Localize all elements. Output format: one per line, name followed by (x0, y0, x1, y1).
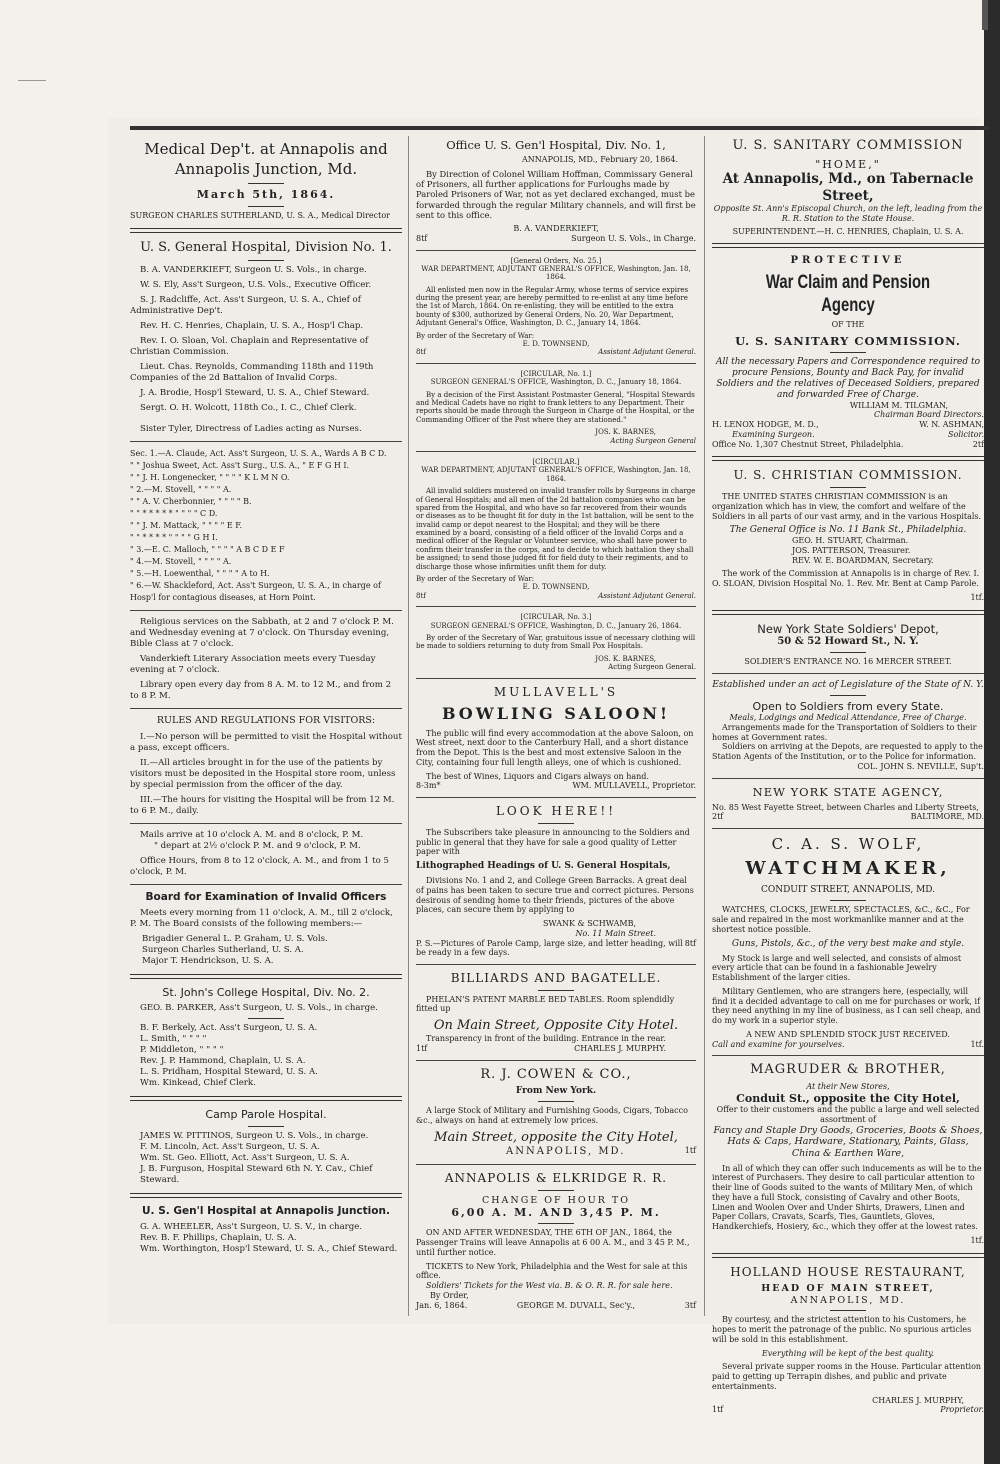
mullavell-sig: WM. MULLAVELL, Proprietor. (572, 781, 696, 791)
aj-staff-1: Rev. B. F. Phillips, Chaplain, U. S. A. (140, 1232, 297, 1243)
c3-sig-1: JOS. K. BARNES, (595, 654, 656, 663)
aj-title: U. S. Gen'l Hospital at Annapolis Junction. (142, 1205, 390, 1218)
look-sub: Lithographed Headings of U. S. General Hospitals, (416, 861, 671, 872)
go-sig-2: Assistant Adjutant General. (598, 348, 696, 357)
billiards-sig: CHARLES J. MURPHY. (574, 1043, 666, 1053)
usc-supt: SUPERINTENDENT.—H. C. HENRIES, Chaplain, U. S. A. (732, 226, 964, 236)
sj-title: St. John's College Hospital, Div. No. 2. (162, 986, 370, 1000)
divider (130, 974, 402, 979)
usc-home: "HOME," (815, 157, 881, 171)
magruder-goods: Fancy and Staple Dry Goods, Groceries, Boots & Shoes, Hats & Caps, Hardware, Stationary, Paints, Glass, China & Earthen Ware, (713, 1124, 983, 1159)
sj-staff-0: GEO. B. PARKER, Ass't Surgeon, U. S. Vols., in charge. (140, 1003, 378, 1014)
mullavell-sub: BOWLING SALOON! (441, 704, 671, 724)
c2-text: All invalid soldiers mustered on invalid transfer rolls by Surgeons in charge of General Hospitals; and all men of the 2d battalion companies who can be spared from the Hospital, and who have so far recovered from their wounds or diseases as to be thought fit for duty in the 1st battalion, will be sent to the invalid camp or depot nearest to the Hospital; and they will be there examined by a board, consisting of a field officer of the Invalid Corps and a medical officer of the Regular or Volunteer service, who shall have power to confirm their transfer in the corps, and to decide to which battalion they shall be assigned; to send those judged fit for field duty to their regiments, and to discharge those whose infirmities unfit them for duty. (416, 487, 696, 571)
wolf-addr: CONDUIT STREET, ANNAPOLIS, MD. (760, 885, 936, 896)
nys-entrance: SOLDIER'S ENTRANCE NO. 16 MERCER STREET. (744, 656, 952, 666)
divider (416, 606, 696, 607)
sj-staff-2: L. Smith, " " " " (140, 1034, 207, 1045)
wolf-sub: WATCHMAKER, (745, 858, 951, 880)
usc-loc: At Annapolis, Md., on Tabernacle Street, (722, 171, 974, 204)
magruder-title: MAGRUDER & BROTHER, (750, 1062, 946, 1078)
rule-3: III.—The hours for visiting the Hospital will be from 12 M. to 6 P. M., daily. (130, 794, 395, 816)
look-title: LOOK HERE!! (495, 804, 617, 819)
look-sig: SWANK & SCHWAMB, (542, 919, 636, 929)
railroad-text-2: TICKETS to New York, Philadelphia and the West for sale at this office. (416, 1261, 688, 1281)
divider (712, 1055, 984, 1056)
nya-title: NEW YORK STATE AGENCY, (752, 784, 944, 799)
look-text: The Subscribers take pleasure in announcing to the Soldiers and public in general that they have for sale a good quality of Letter paper with (416, 827, 690, 857)
divider (130, 823, 402, 824)
railroad-text-3: Soldiers' Tickets for the West via. B. & O. R. R. for sale here. (426, 1281, 673, 1291)
wolf-guns: Guns, Pistols, &c., of the very best make and style. (731, 938, 965, 949)
nys-established: Established under an act of Legislature of the State of N. Y. (712, 679, 984, 690)
ward-3: " 2.—M. Stovell, " " " " A. (130, 485, 232, 495)
scan-edge-right (984, 0, 1000, 1464)
railroad-sig-1: By Order, (430, 1290, 469, 1300)
holland-sig: CHARLES J. MURPHY, (872, 1395, 964, 1405)
nya-city: BALTIMORE, MD. (910, 812, 984, 822)
mails-depart: " depart at 2½ o'clock P. M. and 9 o'clock, P. M. (154, 840, 361, 851)
mullavell-text-2: The best of Wines, Liquors and Cigars always on hand. (426, 771, 649, 781)
divider (248, 183, 284, 184)
divider (130, 1096, 402, 1101)
billiards-text: PHELAN'S PATENT MARBLE BED TABLES. Room splendidly fitted up (416, 994, 675, 1014)
divider (416, 678, 696, 679)
war-chair-1: WILLIAM M. TILGMAN, (849, 400, 948, 410)
cp-staff-1: F. M. Lincoln, Act. Ass't Surgeon, U. S. A. (140, 1142, 320, 1153)
rules-title: RULES AND REGULATIONS FOR VISITORS: (156, 715, 376, 727)
cowen-loc-2: ANNAPOLIS, MD. (506, 1145, 626, 1157)
ward-9: " 4.—M. Stovell, " " " " A. (130, 557, 232, 567)
holland-title: HOLLAND HOUSE RESTAURANT, (730, 1264, 966, 1279)
ucc-title: U. S. CHRISTIAN COMMISSION. (733, 468, 963, 483)
gh1-title: U. S. General Hospital, Division No. 1. (140, 239, 392, 255)
c1-sig-1: JOS. K. BARNES, (595, 428, 656, 437)
railroad-date: Jan. 6, 1864. (416, 1300, 468, 1310)
c1-sig-2: Acting Surgeon General (610, 436, 696, 445)
nys-sig: COL. JOHN S. NEVILLE, Sup't. (857, 761, 984, 771)
divider (416, 1060, 696, 1061)
c2-order: By order of the Secretary of War: (416, 575, 535, 584)
c1-title: [CIRCULAR, No. 1.] (520, 369, 592, 378)
medical-dept-title: Medical Dep't. at Annapolis and Annapolis Junction, Md. (144, 140, 388, 178)
column-3 (712, 136, 984, 1415)
divider (248, 206, 284, 207)
cowen-sub: From New York. (515, 1086, 597, 1097)
railroad-title: ANNAPOLIS & ELKRIDGE R. R. (444, 1170, 668, 1185)
ucc-text-2: The work of the Commission at Annapolis is in charge of Rev. I. O. SLOAN, Division Hospital No. 1. Rev. Mr. Bent at Camp Parole. (712, 569, 980, 589)
billiards-text-2: Transparency in front of the building. Entrance in the rear. (426, 1034, 666, 1043)
board-member-2: Major T. Hendrickson, U. S. A. (142, 956, 274, 967)
divider (130, 228, 402, 233)
divider (130, 1193, 402, 1198)
mails-arrive: Mails arrive at 10 o'clock A. M. and 8 o'clock, P. M. (140, 829, 364, 840)
holland-city: ANNAPOLIS, MD. (790, 1294, 906, 1306)
column-rule-2 (704, 136, 705, 1316)
nya-code: 2tf (712, 812, 724, 822)
top-rule (130, 126, 990, 130)
nys-meals: Meals, Lodgings and Medical Attendance, Free of Charge. (729, 713, 967, 723)
go-title: [General Orders, No. 25.] (510, 256, 602, 265)
ucc-code: 1tf. (970, 592, 984, 602)
divider (130, 610, 402, 611)
wolf-code: 1tf. (970, 1039, 984, 1049)
divider (830, 900, 866, 901)
divider (248, 1126, 284, 1127)
magruder-offer: Offer to their customers and the public a large and well selected assortment of (716, 1105, 980, 1125)
protective: PROTECTIVE (790, 255, 906, 267)
wolf-text: WATCHES, CLOCKS, JEWELRY, SPECTACLES, &C., &C., For sale and repaired in the most workmanlike manner and at the shortest notice possible. (712, 905, 970, 934)
holland-sub: HEAD OF MAIN STREET, (761, 1283, 935, 1295)
holland-text-2: Several private supper rooms in the House. Particular attention paid to getting up Terrapin dishes, and public and private entertainments. (712, 1362, 982, 1391)
scan-edge-mark (982, 0, 988, 30)
religious-services: Religious services on the Sabbath, at 2 and 7 o'clock P. M. and Wednesday evening at 7 o'clock. On Thursday evening, Bible Class at 7 o'clock. (130, 617, 394, 650)
divider (130, 708, 402, 709)
holland-prop: Proprietor. (940, 1405, 984, 1415)
holland-every: Everything will be kept of the best quality. (761, 1348, 935, 1358)
mullavell-code: 8-3m* (416, 781, 441, 791)
gh1-staff-2: S. J. Radcliffe, Act. Ass't Surgeon, U. S. A., Chief of Administrative Dep't. (130, 295, 361, 317)
aj-staff-0: G. A. WHEELER, Ass't Surgeon, U. S. V., in charge. (140, 1221, 363, 1232)
war-text: All the necessary Papers and Correspondence required to procure Pensions, Bounty and Back Pay, for invalid Soldiers and the relatives of Deceased Soldiers, prepared and forwarded Free of Charge. (715, 356, 981, 400)
divider (416, 250, 696, 251)
nys-addr: 50 & 52 Howard St., N. Y. (777, 635, 919, 647)
war-hodge-2: Examining Surgeon. (732, 429, 815, 439)
divider (712, 243, 984, 248)
war-chair-2: Chairman Board Directors. (874, 410, 984, 420)
cowen-loc-1: Main Street, opposite the City Hotel, (434, 1129, 678, 1145)
c3-text: By order of the Secretary of War, gratuitous issue of necessary clothing will be made to soldiers returning to duty from Small Pox Hospitals. (416, 633, 696, 651)
magruder-code: 1tf. (970, 1235, 984, 1245)
column-rule-1 (408, 136, 409, 1316)
holland-text: By courtesy, and the strictest attention to his Customers, he hopes to merit the patronage of the public. No spurious articles will be sold in this establishment. (712, 1315, 972, 1344)
war-claim-title: War Claim and Pension Agency (765, 271, 931, 316)
office-code: 8tf (416, 233, 428, 243)
ward-1: " " Joshua Sweet, Act. Ass't Surg., U.S. A., " E F G H I. (130, 461, 350, 471)
ward-11: " 6.—W. Shackleford, Act. Ass't Surgeon, U. S. A., in charge of Hosp'l for contagious diseases, at Horn Point. (130, 581, 381, 603)
ward-10: " 5.—H. Loewenthal, " " " " A to H. (130, 569, 270, 579)
railroad-text: ON AND AFTER WEDNESDAY, THE 6TH OF JAN., 1864, the Passenger Trains will leave Annapolis at 6 00 A. M., and 3 45 P. M., until further notice. (416, 1228, 690, 1257)
ward-7: " " * * * * " " " " G H I. (130, 533, 218, 543)
wolf-text-3: Military Gentlemen, who are strangers here, (especially, will find it a decided advantage to call on me for purchases or work, if they need anything in my line of business, as I can sell cheap, and do my work in a superior style. (712, 986, 981, 1025)
c2-title: [CIRCULAR.] (532, 457, 580, 466)
sj-staff-3: P. Middleton, " " " " (140, 1045, 224, 1056)
board-title: Board for Examination of Invalid Officers (145, 890, 387, 903)
sj-staff-1: B. F. Berkely, Act. Ass't Surgeon, U. S. A. (140, 1023, 318, 1034)
board-member-0: Brigadier General L. P. Graham, U. S. Vols. (142, 934, 328, 945)
gh1-staff-0: B. A. VANDERKIEFT, Surgeon U. S. Vols., in charge. (140, 265, 367, 276)
war-office: Office No. 1,307 Chestnut Street, Philadelphia. (712, 439, 904, 449)
ucc-member-2: JOS. PATTERSON, Treasurer. (792, 545, 911, 555)
gh1-staff-7: Sergt. O. H. Wolcott, 118th Co., I. C., Chief Clerk. (140, 403, 357, 414)
look-code: 8tf (684, 938, 696, 948)
gh1-staff-8: Sister Tyler, Directress of Ladies acting as Nurses. (140, 424, 362, 435)
office-sig-1: B. A. VANDERKIEFT, (513, 224, 599, 234)
mullavell-title: MULLAVELL'S (493, 684, 619, 699)
board-member-1: Surgeon Charles Sutherland, U. S. A. (142, 945, 304, 956)
c2-sig-1: E. D. TOWNSEND, (522, 583, 590, 592)
office-sig-2: Surgeon U. S. Vols., in Charge. (571, 233, 696, 243)
divider (538, 823, 574, 824)
divider (712, 456, 984, 461)
office-title: Office U. S. Gen'l Hospital, Div. No. 1, (446, 138, 666, 152)
wolf-title: C. A. S. WOLF, (771, 835, 925, 854)
c3-head: SURGEON GENERAL'S OFFICE, Washington, D. C., January 26, 1864. (430, 621, 682, 630)
divider (416, 964, 696, 965)
cp-staff-0: JAMES W. PITTINOS, Surgeon U. S. Vols., in charge. (140, 1131, 369, 1142)
divider (538, 1190, 574, 1191)
divider (712, 828, 984, 829)
war-code: 2tf (972, 439, 984, 449)
c2-code: 8tf (416, 591, 426, 600)
board-text: Meets every morning from 11 o'clock, A. M., till 2 o'clock, P. M. The Board consists of the following members:— (130, 908, 393, 930)
gh1-staff-1: W. S. Ely, Ass't Surgeon, U.S. Vols., Executive Officer. (140, 280, 372, 291)
divider (248, 260, 284, 261)
wolf-call: Call and examine for yourselves. (712, 1039, 845, 1049)
gh1-staff-3: Rev. H. C. Henries, Chaplain, U. S. A., Hosp'l Chap. (140, 321, 364, 332)
railroad-code: 3tf (684, 1300, 696, 1310)
divider (538, 990, 574, 991)
railroad-sub-1: CHANGE OF HOUR TO (481, 1194, 631, 1206)
war-of: OF THE (831, 319, 865, 329)
divider (130, 884, 402, 885)
divider (712, 1253, 984, 1258)
divider (712, 673, 984, 674)
ward-4: " " A. V. Cherbonnier, " " " " B. (130, 497, 252, 507)
office-text: By Direction of Colonel William Hoffman, Commissary General of Prisoners, all further applications for Furloughs made by Paroled Prisoners of War, not as yet declared exchanged, must be forwarded through the regular Military channels, and will first be sent to this office. (416, 168, 696, 220)
medical-director: SURGEON CHARLES SUTHERLAND, U. S. A., Medical Director (130, 211, 390, 221)
divider (538, 1223, 574, 1224)
library-hours: Library open every day from 8 A. M. to 12 M., and from 2 to 8 P. M. (130, 680, 392, 702)
divider (416, 451, 696, 452)
sj-staff-4: Rev. J. P. Hammond, Chaplain, U. S. A. (140, 1056, 306, 1067)
look-ps: P. S.—Pictures of Parole Camp, large size, and letter heading, will be ready in a few days. (416, 938, 683, 958)
cp-staff-2: Wm. St. Geo. Elliott, Act. Ass't Surgeon, U. S. A. (140, 1153, 350, 1164)
railroad-sub-2: 6,00 A. M. AND 3,45 P. M. (451, 1206, 661, 1220)
c1-text: By a decision of the First Assistant Postmaster General, "Hospital Stewards and Medical Cadets have no right to frank letters to any Department. Their reports should be made through the Surgeon in Charge of the Hospital, or the Commanding Officer of the Post where they are stationed." (416, 390, 695, 424)
look-text-2: Divisions No. 1 and 2, and College Green Barracks. A great deal of pains has been taken to secure true and correct pictures. Persons desirous of sending home to their friends, pictures of the above places, can secure them by applying to (416, 876, 694, 915)
ucc-member-3: REV. W. E. BOARDMAN, Secretary. (792, 555, 934, 565)
sj-staff-6: Wm. Kinkead, Chief Clerk. (140, 1078, 256, 1089)
ward-2: " " J. H. Longenecker, " " " " K L M N O. (130, 473, 290, 483)
billiards-code: 1tf (416, 1043, 428, 1053)
ucc-member-1: GEO. H. STUART, Chairman. (792, 536, 909, 546)
nys-open: Open to Soldiers from every State. (752, 699, 944, 713)
aj-staff-2: Wm. Worthington, Hosp'l Steward, U. S. A., Chief Steward. (140, 1243, 398, 1254)
c3-sig-2: Acting Surgeon General. (608, 663, 696, 672)
gh1-staff-5: Lieut. Chas. Reynolds, Commanding 118th and 119th Companies of the 2d Battalion of Invalid Corps. (130, 362, 374, 384)
divider (416, 363, 696, 364)
war-ash-1: W. N. ASHMAN, (919, 420, 984, 430)
war-hodge-1: H. LENOX HODGE, M. D., (712, 420, 819, 430)
scan-mark-left (18, 80, 46, 81)
billiards-loc: On Main Street, Opposite City Hotel. (433, 1018, 679, 1034)
mullavell-text: The public will find every accommodation at the above Saloon, on West street, next door to the Canterbury Hall, and a short distance from the Depot. This is the best and most extensive Saloon in the City, containing four full length alleys, one of which is cushioned. (416, 728, 694, 767)
divider (248, 1018, 284, 1019)
holland-code: 1tf (712, 1405, 724, 1415)
ward-5: " " * * * * * " " " " C D. (130, 509, 218, 519)
usc-title: U. S. SANITARY COMMISSION (732, 138, 964, 153)
rule-2: II.—All articles brought in for the use of the patients by visitors must be deposited in the Hospital store room, unless by special permission from the officer of the day. (130, 757, 396, 790)
magruder-loc: Conduit St., opposite the City Hotel, (736, 1091, 960, 1105)
column-1 (130, 136, 402, 1255)
nya-text: No. 85 West Fayette Street, between Charles and Liberty Streets, (712, 802, 979, 812)
ucc-office: The General Office is No. 11 Bank St., Philadelphia. (729, 525, 967, 536)
gh1-staff-4: Rev. I. O. Sloan, Vol. Chaplain and Representative of Christian Commission. (130, 336, 369, 358)
divider (712, 778, 984, 779)
ucc-text: THE UNITED STATES CHRISTIAN COMMISSION is an organization which has in view, the comfort and welfare of the Soldiers in all parts of our vast army, and in the various Hospitals. (712, 492, 982, 521)
column-2 (416, 136, 696, 1310)
divider (830, 487, 866, 488)
c1-head: SURGEON GENERAL'S OFFICE, Washington, D. C., January 18, 1864. (430, 378, 682, 387)
cp-title: Camp Parole Hospital. (205, 1108, 327, 1122)
nys-title: New York State Soldiers' Depot, (757, 621, 939, 636)
divider (830, 352, 866, 353)
cowen-title: R. J. COWEN & CO., (480, 1066, 632, 1082)
divider (538, 1101, 574, 1102)
cowen-text: A large Stock of Military and Furnishing Goods, Cigars, Tobacco &c., always on hand at extremely low prices. (416, 1106, 688, 1126)
railroad-sig-2: GEORGE M. DUVALL, Sec'y., (516, 1300, 636, 1310)
nys-arrangements: Arrangements made for the Transportation of Soldiers to their homes at Government rates. (712, 722, 977, 742)
wolf-text-2: My Stock is large and well selected, and consists of almost every article that can be found in a fashionable Jewelry Establishment of the larger cities. (712, 953, 962, 982)
ward-8: " 3.—E. C. Malloch, " " " " A B C D E F (130, 545, 285, 555)
divider (416, 1164, 696, 1165)
gh1-staff-6: J. A. Brodie, Hosp'l Steward, U. S. A., Chief Steward. (140, 388, 370, 399)
go-sig-1: E. D. TOWNSEND, (522, 340, 590, 349)
magruder-sub: At their New Stores, (806, 1082, 890, 1092)
go-order: By order of the Secretary of War: (416, 331, 535, 340)
office-hours: Office Hours, from 8 to 12 o'clock, A. M., and from 1 to 5 o'clock, P. M. (130, 855, 389, 877)
go-text: All enlisted men now in the Regular Army, whose terms of service expires during the present year, are hereby permitted to re-enlist at any time before the 1st of March, 1864. On re-enlisting, they will be entitled to the extra bounty of $300, authorized by General Orders, No. 20, War Department, Adjutant General's Office, Washington, D. C., January 14, 1864. (416, 285, 689, 328)
c2-sig-2: Assistant Adjutant General. (598, 591, 696, 600)
divider (830, 652, 866, 653)
magruder-text: In all of which they can offer such inducements as will be to the interest of Purchasers. They desire to call particular attention to their line of Goods suited to the wants of Military Men, of which they have a full Stock, consisting of Cavalry and other Boots, Linen and Woolen Over and Under Shirts, Drawers, Linen and Paper Collars, Cravats, Scarfs, Ties, Gauntlets, Gloves, Handkerchiefs, Hosiery, &c., which they offer at the lowest rates. (712, 1163, 982, 1231)
cp-staff-3: J. B. Furguson, Hospital Steward 6th N. Y. Cav., Chief Steward. (140, 1164, 373, 1186)
office-date: ANNAPOLIS, MD., February 20, 1864. (522, 155, 678, 165)
war-usc: U. S. SANITARY COMMISSION. (735, 333, 961, 348)
go-head: WAR DEPARTMENT, ADJUTANT GENERAL'S OFFICE, Washington, Jan. 18, 1864. (421, 264, 691, 282)
c3-title: [CIRCULAR, No. 3.] (520, 613, 592, 622)
ward-0: Sec. 1.—A. Claude, Act. Ass't Surgeon, U. S. A., Wards A B C D. (130, 449, 387, 459)
divider (830, 1310, 866, 1311)
divider (130, 441, 402, 442)
issue-date: March 5th, 1864. (196, 188, 336, 201)
rule-1: I.—No person will be permitted to visit the Hospital without a pass, except officers. (130, 731, 402, 753)
ward-6: " " J. M. Mattack, " " " " E F. (130, 521, 243, 531)
c2-head: WAR DEPARTMENT, ADJUTANT GENERAL'S OFFICE, Washington, Jan. 18, 1864. (421, 466, 691, 483)
literary-association: Vanderkieft Literary Association meets every Tuesday evening at 7 o'clock. (130, 654, 376, 676)
divider (712, 610, 984, 615)
go-code: 8tf (416, 348, 426, 357)
sj-staff-5: L. S. Pridham, Hospital Steward, U. S. A. (140, 1067, 318, 1078)
wolf-new: A NEW AND SPLENDID STOCK JUST RECEIVED. (746, 1029, 950, 1039)
cowen-code: 1tf (684, 1145, 696, 1155)
nys-text: Soldiers on arriving at the Depots, are requested to apply to the Station Agents of the Institution, or to the Police for information. (712, 742, 983, 762)
divider (416, 797, 696, 798)
divider (830, 695, 866, 696)
usc-text: Opposite St. Ann's Episcopal Church, on the left, leading from the R. R. Station to the State House. (713, 204, 983, 223)
billiards-title: BILLIARDS AND BAGATELLE. (450, 971, 662, 986)
war-ash-2: Solicitor. (948, 429, 984, 439)
look-addr: No. 11 Main Street. (575, 928, 656, 938)
